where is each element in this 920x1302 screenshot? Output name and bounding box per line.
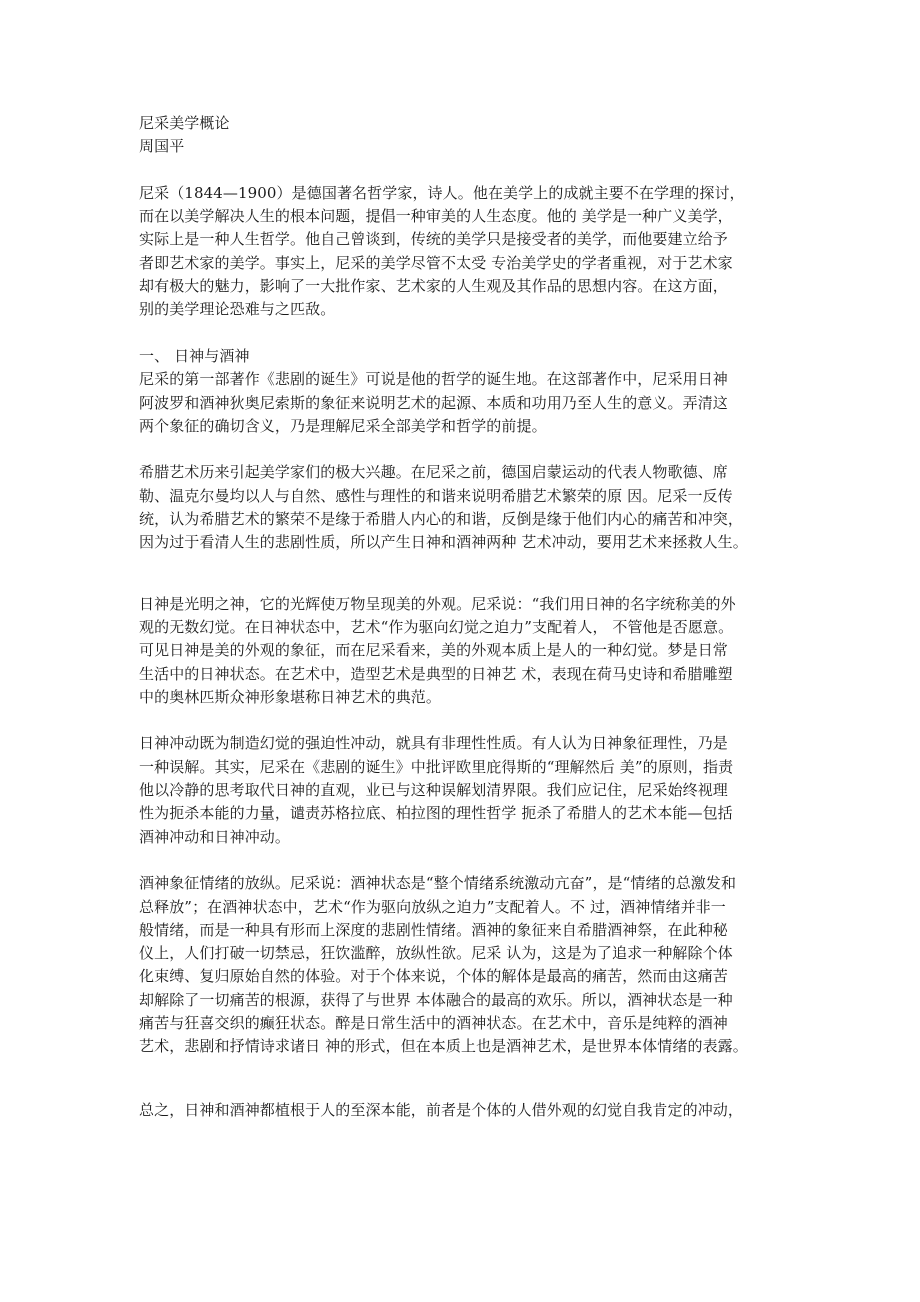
- article-title: 尼采美学概论: [139, 114, 230, 132]
- text-line: 两个象征的确切含义，乃是理解尼采全部美学和哲学的前提。: [139, 416, 547, 435]
- article-author: 周国平: [139, 137, 185, 156]
- paragraph: [139, 368, 799, 438]
- text-line: 化束缚、复归原始自然的体验。对于个体来说，个体的解体是最高的痛苦，然而由这痛苦: [139, 967, 728, 986]
- text-line: 仪上，人们打破一切禁忌，狂饮滥醉，放纵性欲。尼采 认为，这是为了追求一种解除个体: [139, 944, 733, 963]
- text-line: 总释放”；在酒神状态中，艺术“作为驱向放纵之迫力”支配着人。不 过，酒神情绪并非一: [139, 897, 726, 916]
- text-line: 生活中的日神状态。在艺术中，造型艺术是典型的日神艺 术，表现在荷马史诗和希腊雕塑: [139, 664, 733, 683]
- text-line: 统，认为希腊艺术的繁荣不是缘于希腊人内心的和谐，反倒是缘于他们内心的痛苦和冲突，: [139, 510, 744, 529]
- text-line: 艺术，悲剧和抒情诗求诸日 神的形式，但在本质上也是酒神艺术，是世界本体情绪的表露。: [139, 1037, 748, 1056]
- text-line: 尼采的第一部著作《悲剧的诞生》可说是他的哲学的诞生地。在这部著作中，尼采用日神: [139, 370, 728, 389]
- text-line: 可见日神是美的外观的象征，而在尼采看来，美的外观本质上是人的一种幻觉。梦是日常: [139, 641, 728, 660]
- text-line: 阿波罗和酒神狄奥尼索斯的象征来说明艺术的起源、本质和功用乃至人生的意义。弄清这: [139, 393, 728, 412]
- text-line: 日神冲动既为制造幻觉的强迫性冲动，就具有非理性性质。有人认为日神象征理性，乃是: [139, 734, 728, 753]
- text-line: 者即艺术家的美学。事实上，尼采的美学尽管不太受 专治美学史的学者重视，对于艺术家: [139, 253, 733, 272]
- paragraph: [139, 593, 799, 709]
- paragraph: [139, 1099, 799, 1122]
- text-line: 却有极大的魅力，影响了一大批作家、艺术家的人生观及其作品的思想内容。在这方面，: [139, 277, 728, 296]
- text-line: 观的无数幻觉。在日神状态中，艺术“作为驱向幻觉之迫力”支配着人， 不管他是否愿意。: [139, 617, 734, 636]
- text-line: 因为过于看清人生的悲剧性质，所以产生日神和酒神两种 艺术冲动，要用艺术来拯救人生。: [139, 533, 748, 552]
- text-line: 一种误解。其实，尼采在《悲剧的诞生》中批评欧里庇得斯的“理解然后 美”的原则，指责: [139, 757, 734, 776]
- paragraph: [139, 732, 799, 848]
- text-line: 勒、温克尔曼均以人与自然、感性与理性的和谐来说明希腊艺术繁荣的原 因。尼采一反传: [139, 486, 733, 505]
- text-line: 别的美学理论恐难与之匹敌。: [139, 300, 336, 319]
- text-line: 而在以美学解决人生的根本问题，提倡一种审美的人生态度。他的 美学是一种广义美学，: [139, 207, 733, 226]
- text-line: 酒神冲动和日神冲动。: [139, 827, 291, 846]
- text-line: 尼采（1844—1900）是德国著名哲学家，诗人。他在美学上的成就主要不在学理的探讨，: [139, 183, 745, 202]
- text-line: 总之，日神和酒神都植根于人的至深本能，前者是个体的人借外观的幻觉自我肯定的冲动，: [139, 1100, 744, 1119]
- text-line: 酒神象征情绪的放纵。尼采说：酒神状态是“整个情绪系统激动亢奋”，是“情绪的总激发和: [139, 874, 737, 893]
- paragraph: [139, 872, 799, 1058]
- text-line: 痛苦与狂喜交织的癫狂状态。醉是日常生活中的酒神状态。在艺术中，音乐是纯粹的酒神: [139, 1013, 728, 1032]
- text-line: 希腊艺术历来引起美学家们的极大兴趣。在尼采之前，德国启蒙运动的代表人物歌德、席: [139, 463, 728, 482]
- text-line: 却解除了一切痛苦的根源，获得了与世界 本体融合的最高的欢乐。所以，酒神状态是一种: [139, 990, 733, 1009]
- text-line: 实际上是一种人生哲学。他自己曾谈到，传统的美学只是接受者的美学，而他要建立给予: [139, 230, 728, 249]
- text-line: 他以冷静的思考取代日神的直观，业已与这种误解划清界限。我们应记住，尼采始终视理: [139, 781, 728, 800]
- text-line: 中的奥林匹斯众神形象堪称日神艺术的典范。: [139, 687, 442, 706]
- section-heading: 一、 日神与酒神: [139, 346, 250, 365]
- text-line: 性为扼杀本能的力量，谴责苏格拉底、柏拉图的理性哲学 扼杀了希腊人的艺术本能—包括: [139, 804, 733, 823]
- text-line: 般情绪，而是一种具有形而上深度的悲剧性情绪。酒神的象征来自希腊酒神祭，在此种秘: [139, 920, 728, 939]
- intro-paragraph: [139, 182, 799, 322]
- article-body: [139, 112, 799, 1122]
- text-line: 日神是光明之神，它的光辉使万物呈现美的外观。尼采说：“我们用日神的名字统称美的外: [139, 594, 736, 613]
- paragraph: [139, 461, 799, 554]
